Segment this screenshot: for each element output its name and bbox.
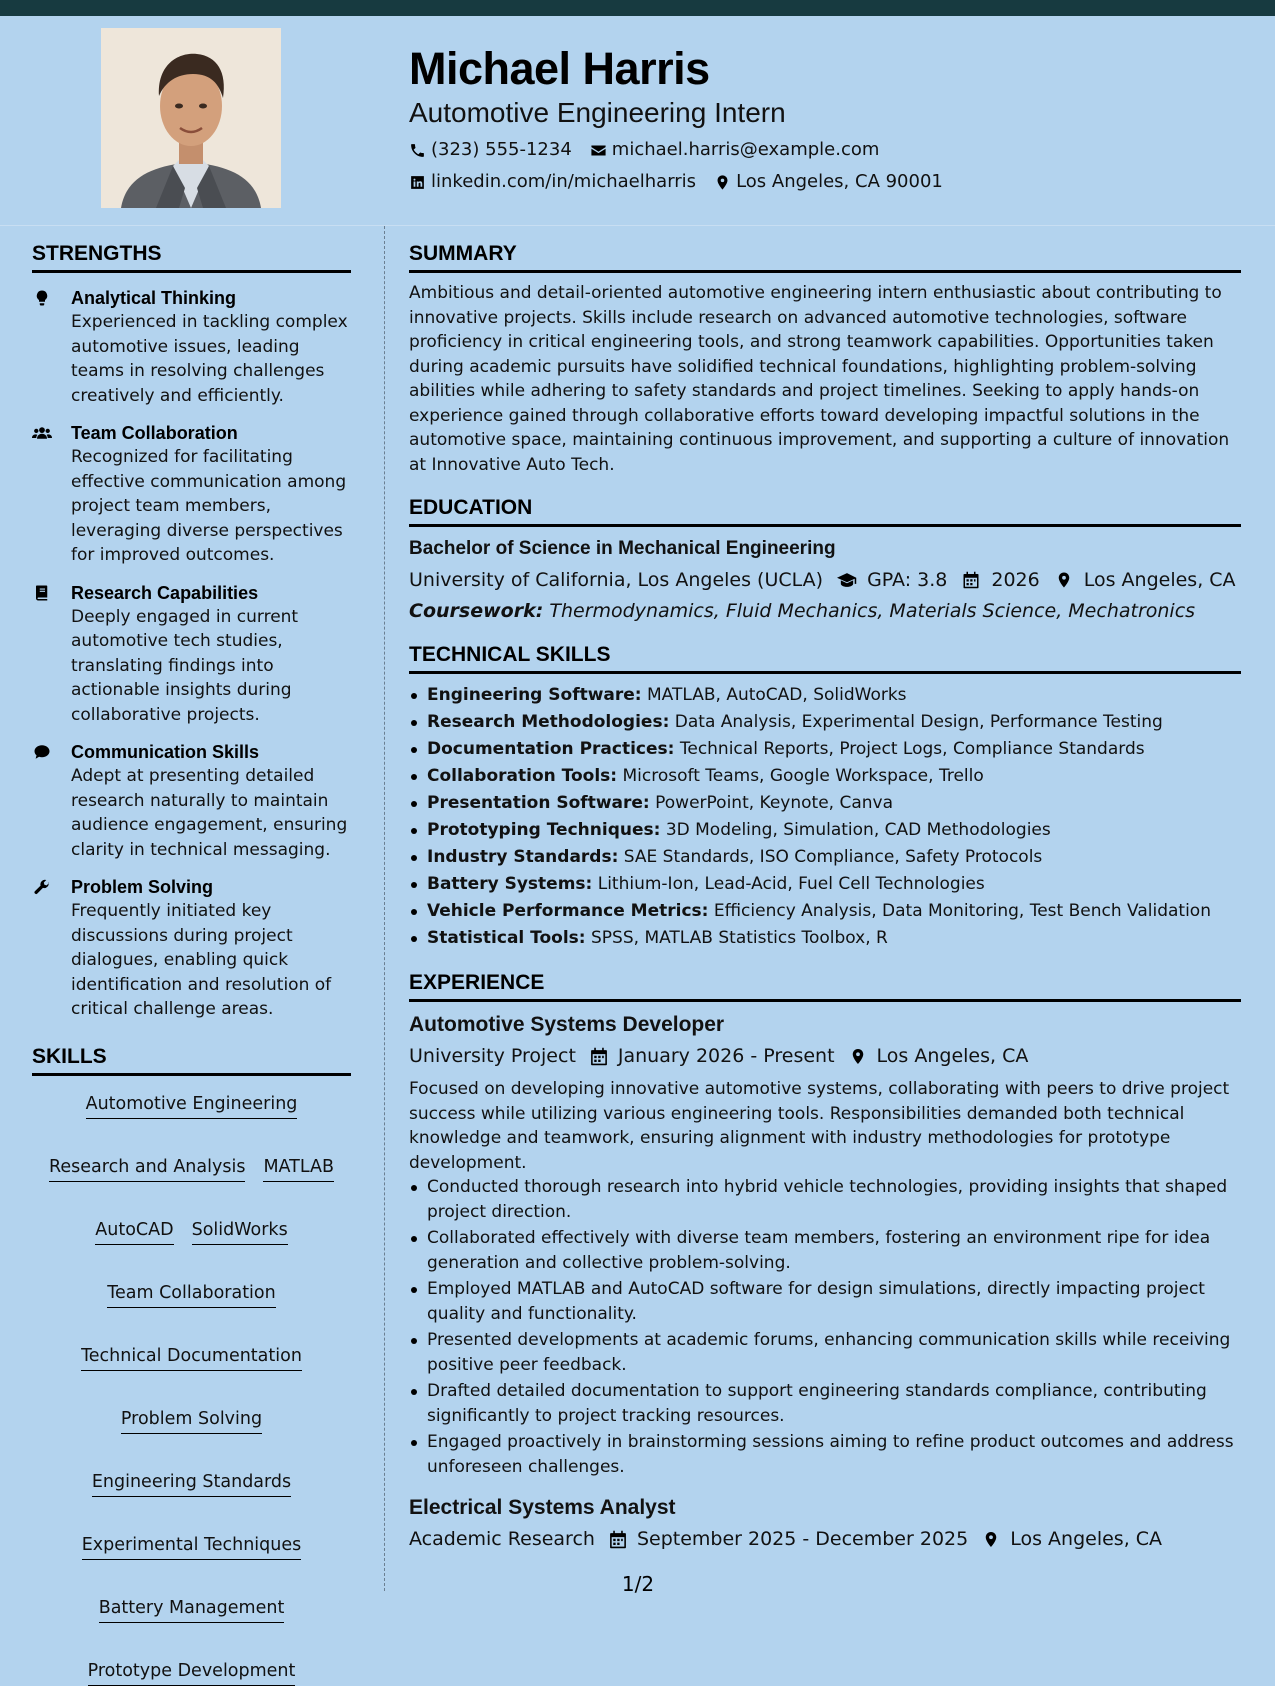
map-pin-icon (714, 174, 731, 191)
degree: Bachelor of Science in Mechanical Engineering (409, 538, 836, 559)
experience-heading: EXPERIENCE (409, 970, 1241, 1002)
calendar-icon (609, 1530, 627, 1549)
skill-tags (32, 1092, 351, 1686)
school: University of California, Los Angeles (UCLA) (409, 569, 824, 591)
strength-item (32, 740, 351, 862)
summary-heading: SUMMARY (409, 241, 1241, 273)
coursework (409, 598, 1241, 624)
job-dates: September 2025 - December 2025 (636, 1528, 969, 1550)
column-divider (384, 226, 385, 1591)
job-description: Focused on developing innovative automotive systems, collaborating with peers to drive project success while utilizing various engineering tools. Responsibilities demanded both technical knowledge and teamwork, ensuring alignment with industry methodologies for prototype development. (409, 1079, 1230, 1173)
skill-tag: Research and Analysis (49, 1155, 245, 1182)
calendar-icon (961, 571, 981, 589)
linkedin-icon (409, 174, 426, 191)
job-location: Los Angeles, CA (876, 1045, 1029, 1067)
list-item: Presentation Software: PowerPoint, Keynote, Canva (409, 790, 1241, 817)
strength-desc: Adept at presenting detailed research naturally to maintain audience engagement, ensuring clarity in technical messaging. (71, 766, 348, 860)
list-item: Engaged proactively in brainstorming sessions aiming to refine product outcomes and address unforeseen challenges. (409, 1430, 1241, 1479)
coursework-list: Thermodynamics, Fluid Mechanics, Materials Science, Mechatronics (549, 600, 1196, 622)
job-location: Los Angeles, CA (1010, 1528, 1163, 1550)
job-dates: January 2026 - Present (617, 1045, 835, 1067)
header (409, 42, 943, 194)
skill-tag: MATLAB (263, 1155, 334, 1182)
job-position: Automotive Systems Developer (409, 1013, 725, 1036)
skill-tag: SolidWorks (192, 1218, 288, 1245)
graduation-year: 2026 (991, 569, 1040, 591)
job-title: Automotive Engineering Intern (409, 97, 786, 128)
education-meta (409, 567, 1241, 593)
map-pin-icon (982, 1530, 1000, 1549)
users-icon (32, 424, 52, 442)
strength-desc: Experienced in tackling complex automotive issues, leading teams in resolving challenges creatively and efficiently. (71, 312, 348, 406)
calendar-icon (590, 1047, 608, 1066)
skill-tag: Experimental Techniques (82, 1533, 302, 1560)
list-item: Collaboration Tools: Microsoft Teams, Google Workspace, Trello (409, 763, 1241, 790)
strength-title: Problem Solving (71, 877, 214, 897)
phone-contact (409, 138, 572, 162)
list-item: Employed MATLAB and AutoCAD software for design simulations, directly impacting project quality and functionality. (409, 1277, 1241, 1326)
phone-text: (323) 555-1234 (431, 139, 572, 160)
list-item: Engineering Software: MATLAB, AutoCAD, SolidWorks (409, 682, 1241, 709)
technical-skills-list (409, 682, 1241, 952)
list-item: Industry Standards: SAE Standards, ISO Compliance, Safety Protocols (409, 844, 1241, 871)
strengths-heading: STRENGTHS (32, 241, 351, 273)
strength-desc: Deeply engaged in current automotive tech studies, translating findings into actionable insights during collaborative projects. (71, 606, 299, 725)
skill-tag: AutoCAD (95, 1218, 173, 1245)
skill-tag: Team Collaboration (107, 1281, 275, 1308)
list-item: Documentation Practices: Technical Reports, Project Logs, Compliance Standards (409, 736, 1241, 763)
list-item: Conducted thorough research into hybrid vehicle technologies, providing insights that shaped project direction. (409, 1175, 1241, 1224)
job-entry (409, 1012, 1241, 1479)
skill-tag: Problem Solving (121, 1407, 262, 1434)
technical-skills-heading: TECHNICAL SKILLS (409, 642, 1241, 674)
job-org: University Project (409, 1045, 576, 1067)
list-item: Statistical Tools: SPSS, MATLAB Statistics Toolbox, R (409, 925, 1241, 952)
summary-text: Ambitious and detail-oriented automotive engineering intern enthusiastic about contributing to innovative projects. Skills include research on advanced automotive technologies, software proficiency in critical engineering tools, and strong teamwork capabilities. Opportunities taken during academic pursuits have solidified technical foundations, highlighting problem-solving abilities while adhering to safety standards and project timelines. Seeking to apply hands-on experience gained through collaborative efforts toward developing impactful solutions in the automotive space, maintaining continuous improvement, and supporting a culture of innovation at Innovative Auto Tech. (409, 283, 1230, 475)
education-location: Los Angeles, CA (1083, 569, 1236, 591)
strength-item (32, 286, 351, 408)
strength-desc: Recognized for facilitating effective communication among project team members, leveraging diverse perspectives for improved outcomes. (71, 447, 347, 565)
graduation-cap-icon (837, 571, 857, 589)
job-bullets (409, 1175, 1241, 1479)
skill-tag: Automotive Engineering (86, 1092, 298, 1119)
strength-item (32, 875, 351, 1022)
right-column (409, 241, 1241, 1552)
skill-tag: Battery Management (99, 1596, 285, 1623)
skills-heading: SKILLS (32, 1044, 351, 1076)
strength-desc: Frequently initiated key discussions during project dialogues, enabling quick identification and resolution of critical challenge areas. (71, 901, 332, 1019)
strength-title: Communication Skills (71, 742, 260, 762)
book-icon (32, 584, 52, 602)
skill-tag: Technical Documentation (81, 1344, 302, 1371)
education-heading: EDUCATION (409, 495, 1241, 527)
linkedin-contact[interactable] (409, 170, 696, 194)
profile-photo (101, 28, 281, 208)
linkedin-text[interactable]: linkedin.com/in/michaelharris (431, 171, 697, 192)
gpa: GPA: 3.8 (867, 569, 948, 591)
list-item: Prototyping Techniques: 3D Modeling, Simulation, CAD Methodologies (409, 817, 1241, 844)
strength-item (32, 421, 351, 568)
location-contact (714, 170, 943, 194)
contact-row-2 (409, 170, 943, 194)
list-item: Vehicle Performance Metrics: Efficiency Analysis, Data Monitoring, Test Bench Validation (409, 898, 1241, 925)
phone-icon (409, 142, 426, 159)
top-bar (0, 0, 1275, 16)
list-item: Collaborated effectively with diverse team members, fostering an environment ripe for idea generation and collective problem-solving. (409, 1226, 1241, 1275)
map-pin-icon (849, 1047, 867, 1066)
list-item: Drafted detailed documentation to support engineering standards compliance, contributing significantly to project tracking resources. (409, 1379, 1241, 1428)
strength-title: Research Capabilities (71, 582, 259, 603)
job-entry (409, 1495, 1241, 1552)
header-divider (0, 225, 1275, 226)
page-number: 1/2 (621, 1572, 655, 1596)
strength-title: Team Collaboration (71, 423, 238, 443)
envelope-icon (590, 142, 607, 159)
location-text: Los Angeles, CA 90001 (736, 171, 943, 192)
strength-item (32, 581, 351, 728)
map-pin-icon (1054, 571, 1074, 589)
candidate-name: Michael Harris (409, 43, 710, 94)
job-org: Academic Research (409, 1528, 595, 1550)
email-contact[interactable] (590, 138, 880, 162)
job-meta (409, 1043, 1241, 1069)
job-meta (409, 1526, 1241, 1552)
lightbulb-icon (32, 289, 52, 307)
list-item: Research Methodologies: Data Analysis, Experimental Design, Performance Testing (409, 709, 1241, 736)
list-item: Battery Systems: Lithium-Ion, Lead-Acid, Fuel Cell Technologies (409, 871, 1241, 898)
email-text[interactable]: michael.harris@example.com (611, 139, 880, 160)
skill-tag: Prototype Development (88, 1659, 296, 1686)
coursework-label: Coursework: (409, 600, 544, 622)
wrench-icon (32, 878, 52, 896)
contact-row-1 (409, 138, 943, 162)
job-position: Electrical Systems Analyst (409, 1496, 676, 1519)
skill-tag: Engineering Standards (92, 1470, 291, 1497)
strength-title: Analytical Thinking (71, 288, 237, 308)
left-column (32, 241, 351, 1686)
comment-icon (32, 743, 52, 761)
list-item: Presented developments at academic forums, enhancing communication skills while receiving positive peer feedback. (409, 1328, 1241, 1377)
